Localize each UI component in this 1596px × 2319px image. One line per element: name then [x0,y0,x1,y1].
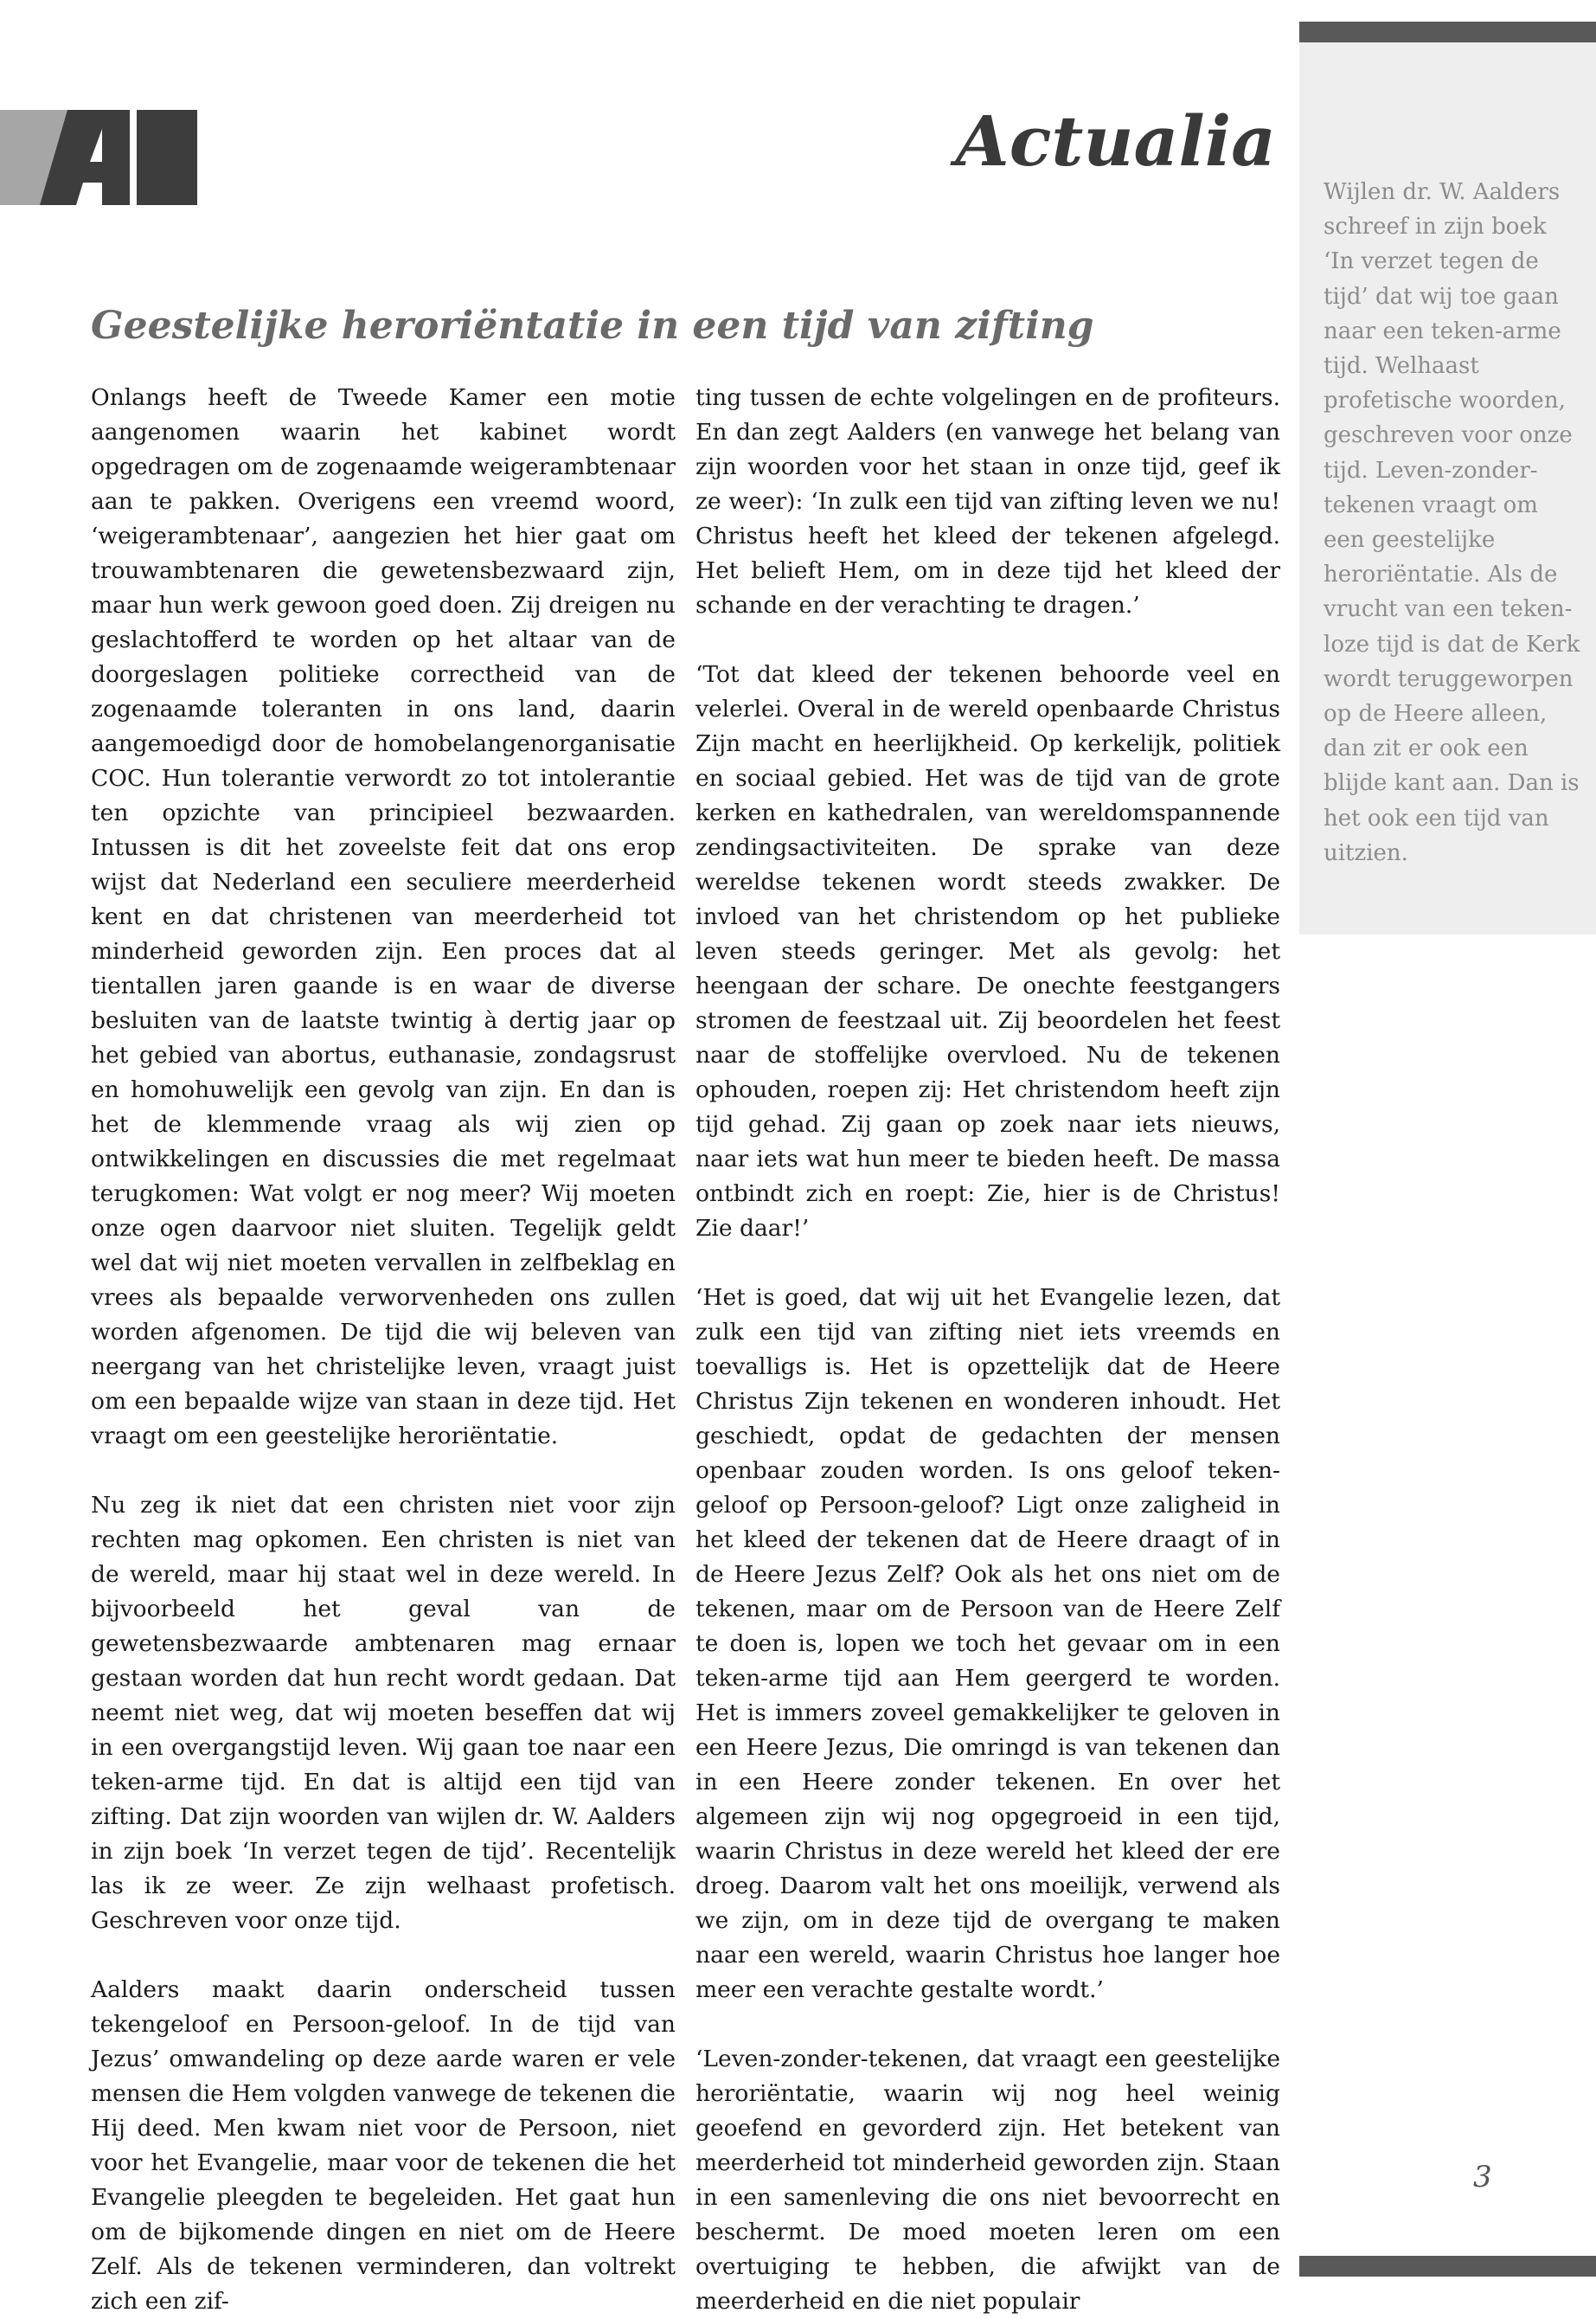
sidebar-panel [1299,42,1596,935]
sidebar-quote: Wijlen dr. W. Aalders schreef in zijn boek ‘In verzet tegen de tijd’ dat wij toe gaan naar een teken-arme tijd. Welhaast profetische woorden, geschreven voor onze tijd. Leven-zonder-tekenen vraagt om een geestelijke heroriëntatie. Als de vrucht van een teken-loze tijd is dat de Kerk wordt teruggeworpen op de Heere alleen, dan zit er ook een blijde kant aan. Dan is het ook een tijd van uitzien. [1324,179,1580,866]
paragraph: Onlangs heeft de Tweede Kamer een motie aangenomen waarin het kabinet wordt opgedragen om de zogenaamde weigerambtenaar aan te pakken. Overigens een vreemd woord, ‘weigerambtenaar’, aangezien het hier gaat om trouwambtenaren die gewetensbezwaard zijn, maar hun werk gewoon goed doen. Zij dreigen nu geslachtofferd te worden op het altaar van de doorgeslagen politieke correctheid van de zogenaamde toleranten in ons land, daarin aangemoedigd door de homobelangenorganisatie COC. Hun tolerantie verwordt zo tot intolerantie ten opzichte van principieel bezwaarden. Intussen is dit het zoveelste feit dat ons erop wijst dat Nederland een seculiere meerderheid kent en dat christenen van meerderheid tot minderheid geworden zijn. Een proces dat al tientallen jaren gaande is en waar de diverse besluiten van de laatste twintig à dertig jaar op het gebied van abortus, euthanasie, zondagsrust en homohuwelijk een gevolg van zijn. En dan is het de klemmende vraag als wij zien op ontwikkelingen en discussies die met regelmaat terugkomen: Wat volgt er nog meer? Wij moeten onze ogen daarvoor niet sluiten. Tegelijk geldt wel dat wij niet moeten vervallen in zelfbeklag en vrees als bepaalde verworvenheden ons zullen worden afgenomen. De tijd die wij beleven van neergang van het christelijke leven, vraagt juist om een bepaalde wijze van staan in deze tijd. Het vraagt om een geestelijke heroriëntatie. [91,384,676,1449]
actualia-logo-icon [0,110,201,205]
logo-bar-light [130,110,137,205]
logo-letter-i [137,110,197,205]
sidebar-top-bar [1299,22,1596,42]
paragraph: Nu zeg ik niet dat een christen niet voor zijn rechten mag opkomen. Een christen is niet van de wereld, maar hij staat wel in deze wereld. In bijvoorbeeld het geval van de gewetensbezwaarde ambtenaren mag ernaar gestaan worden dat hun recht wordt gedaan. Dat neemt niet weg, dat wij moeten beseffen dat wij in een overgangstijd leven. Wij gaan toe naar een teken-arme tijd. En dat is altijd een tijd van zifting. Dat zijn woorden van wijlen dr. W. Aalders in zijn boek ‘In verzet tegen de tijd’. Recentelijk las ik ze weer. Ze zijn welhaast profetisch. Geschreven voor onze tijd. [91,1492,676,1934]
section-title: Actualia [955,100,1276,182]
article-title: Geestelijke heroriëntatie in een tijd van zifting [91,304,1094,348]
footer-bar [1299,2256,1596,2277]
paragraph: Aalders maakt daarin onderscheid tussen tekengeloof en Persoon-geloof. In de tijd van Jezus’ omwandeling op deze aarde waren er vele mensen die Hem volgden vanwege de tekenen die Hij deed. Men kwam niet voor de Persoon, niet voor het Evangelie, maar voor de tekenen die het Evangelie pleegden te begeleiden. Het gaat hun om de bijkomende dingen en niet om de Heere Zelf. Als de tekenen verminderen, dan voltrekt zich een zif- [91,1976,676,2315]
paragraph: ‘Leven-zonder-tekenen, dat vraagt een geestelijke heroriëntatie, waarin wij nog heel weinig geoefend en gevorderd zijn. Het betekent van meerderheid tot minderheid geworden zijn. Staan in een samenleving die ons niet bevoorrecht en beschermt. De moed moeten leren om een overtuiging te hebben, die afwijkt van de meerderheid en die niet populair [695,2046,1280,2315]
article-column-left [91,381,676,2319]
paragraph: ‘Het is goed, dat wij uit het Evangelie lezen, dat zulk een tijd van zifting niet iets vreemds en toevalligs is. Het is opzettelijk dat de Heere Christus Zijn tekenen en wonderen inhoudt. Het geschiedt, opdat de gedachten der mensen openbaar zouden worden. Is ons geloof teken-geloof op Persoon-geloof? Ligt onze zaligheid in het kleed der tekenen dat de Heere draagt of in de Heere Jezus Zelf? Ook als het ons niet om de tekenen, maar om de Persoon van de Heere Zelf te doen is, lopen we toch het gevaar om in een teken-arme tijd aan Hem geergerd te worden. Het is immers zoveel gemakkelijker te geloven in een Heere Jezus, Die omringd is van tekenen dan in een Heere zonder tekenen. En over het algemeen zijn wij nog opgegroeid in een tijd, waarin Christus in deze wereld het kleed der ere droeg. Daarom valt het ons moeilijk, verwend als we zijn, om in deze tijd de overgang te maken naar een wereld, waarin Christus hoe langer hoe meer een verachte gestalte wordt.’ [695,1284,1280,2003]
paragraph: ting tussen de echte volgelingen en de profiteurs. En dan zegt Aalders (en vanwege het belang van zijn woorden voor het staan in onze tijd, geef ik ze weer): ‘In zulk een tijd van zifting leven we nu! Christus heeft het kleed der tekenen afgelegd. Het belieft Hem, om in deze tijd het kleed der schande en der verachting te dragen.’ [695,384,1280,619]
article-column-right [695,381,1280,2319]
page-number: 3 [1473,2160,1492,2194]
paragraph: ‘Tot dat kleed der tekenen behoorde veel en velerlei. Overal in de wereld openbaarde Christus Zijn macht en heerlijkheid. Op kerkelijk, politiek en sociaal gebied. Het was de tijd van de grote kerken en kathedralen, van wereldomspannende zendingsactiviteiten. De sprake van deze wereldse tekenen wordt steeds zwakker. De invloed van het christendom op het publieke leven steeds geringer. Met als gevolg: het heengaan der schare. De onechte feestgangers stromen de feestzaal uit. Zij beoordelen het feest naar de stoffelijke overvloed. Nu de tekenen ophouden, roepen zij: Het christendom heeft zijn tijd gehad. Zij gaan op zoek naar iets nieuws, naar iets wat hun meer te bieden heeft. De massa ontbindt zich en roept: Zie, hier is de Christus! Zie daar!’ [695,661,1280,1242]
